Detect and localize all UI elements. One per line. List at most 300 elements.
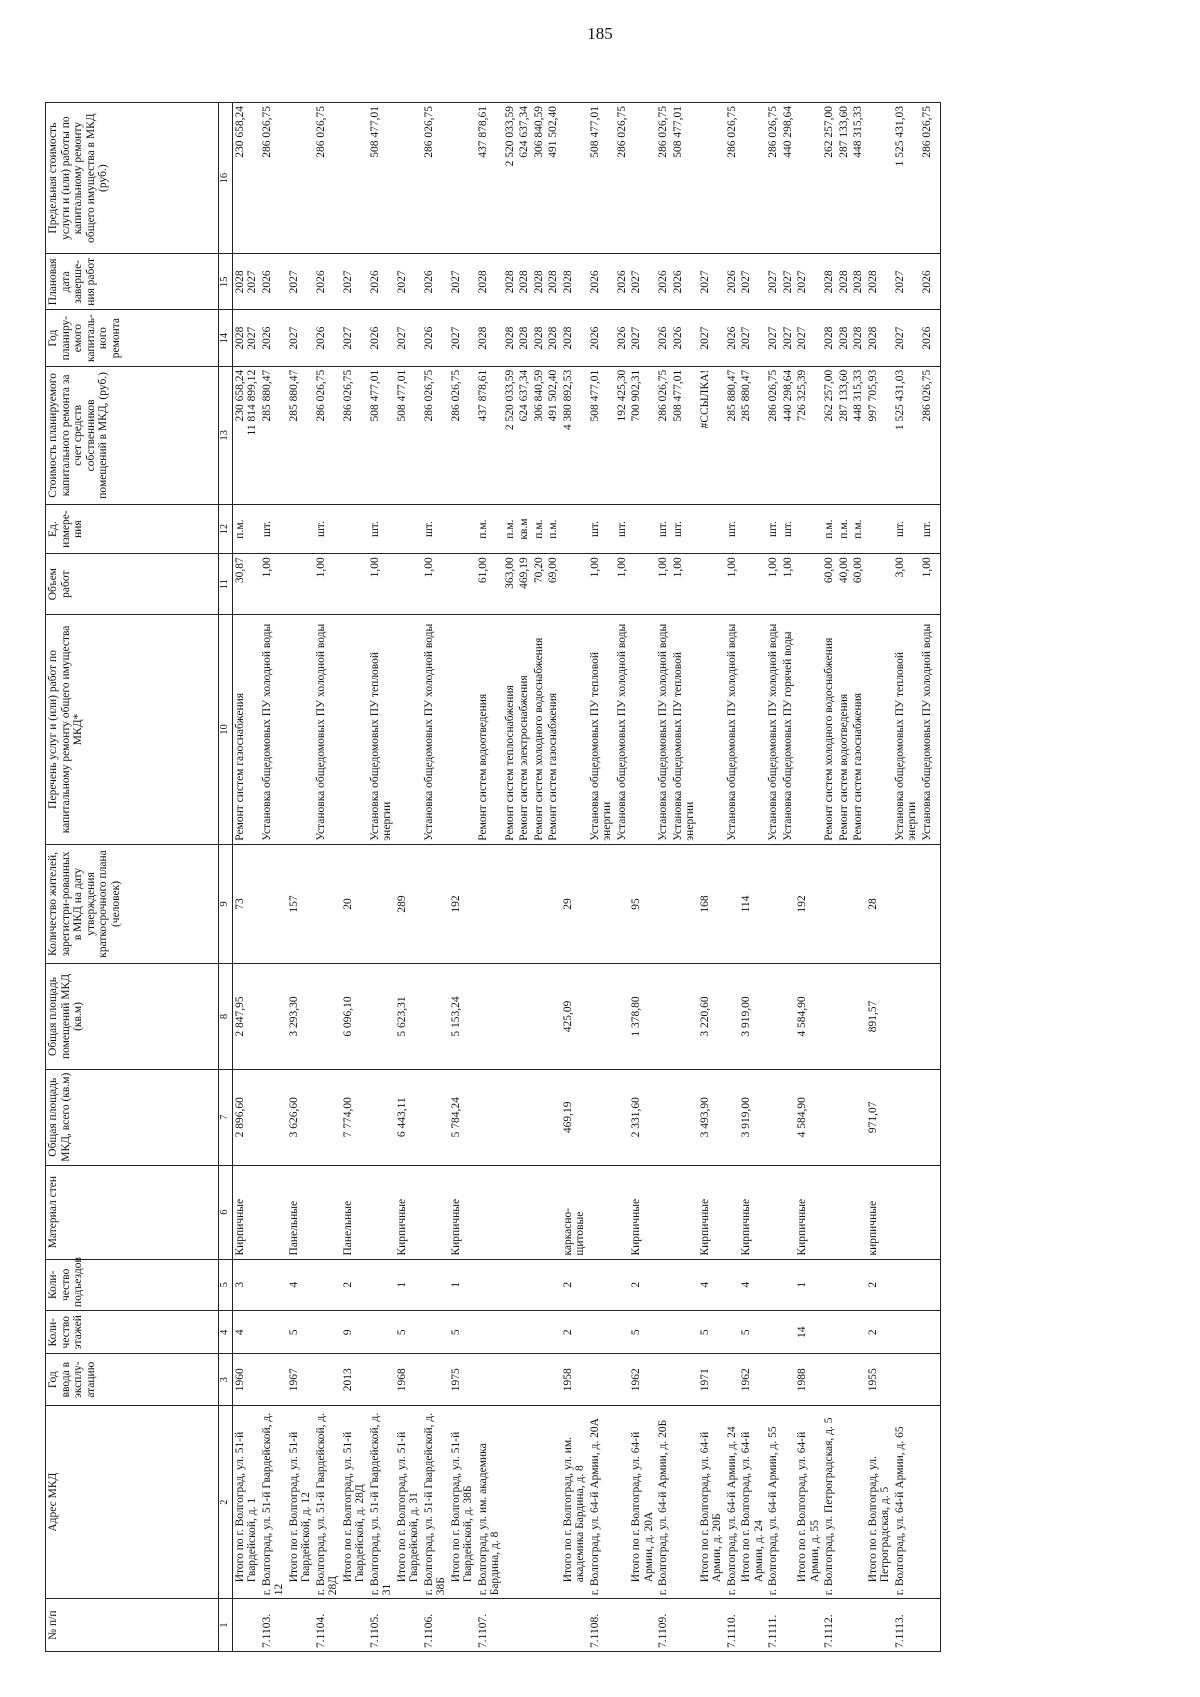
unit-cell: кв.м xyxy=(517,504,532,553)
table-row xyxy=(698,103,725,1652)
floors-cell xyxy=(422,1311,449,1354)
row-number-cell: 7.1110. xyxy=(725,1599,740,1652)
header-cell: Год планиру-емого капиталь-ного ремонта xyxy=(46,310,219,366)
year-built-cell: 1960 xyxy=(232,1354,260,1406)
filler-cell xyxy=(934,1311,940,1354)
column-number: 3 xyxy=(219,1354,233,1406)
column-number: 11 xyxy=(219,554,233,615)
work-type-cell xyxy=(866,615,893,845)
completion-date-cell: 2026 xyxy=(725,254,740,310)
address-cell: г. Волгоград, ул. 51-й Гвардейской, д. 38Б xyxy=(422,1405,449,1598)
year-built-cell: 1971 xyxy=(698,1354,725,1406)
completion-date-cell: 2026 xyxy=(314,254,341,310)
repair-year-cell: 2026 xyxy=(615,310,630,366)
total-area-cell xyxy=(260,1069,287,1165)
unit-cell: п.м. xyxy=(532,504,547,553)
repair-cost-cell: 2 520 033,59 xyxy=(503,366,518,504)
unit-cell xyxy=(629,504,656,553)
address-cell xyxy=(851,1405,866,1598)
header-cell: № п/п xyxy=(46,1599,219,1652)
total-area-cell: 5 784,24 xyxy=(449,1069,476,1165)
premises-area-cell: 3 919,00 xyxy=(739,964,766,1069)
column-number: 12 xyxy=(219,504,233,553)
filler-cell xyxy=(934,103,940,254)
repair-cost-cell: 286 026,75 xyxy=(656,366,671,504)
row-number-cell: 7.1107. xyxy=(476,1599,503,1652)
column-number: 4 xyxy=(219,1311,233,1354)
total-area-cell xyxy=(781,1069,796,1165)
max-cost-cell: 508 477,01 xyxy=(368,103,395,254)
premises-area-cell xyxy=(851,964,866,1069)
repair-cost-cell: 508 477,01 xyxy=(671,366,698,504)
wall-material-cell: Панельные xyxy=(341,1165,368,1259)
header-cell: Коли-чество этажей xyxy=(46,1311,219,1354)
work-volume-cell: 1,00 xyxy=(615,554,630,615)
column-number: 1 xyxy=(219,1599,233,1652)
premises-area-cell xyxy=(314,964,341,1069)
column-number: 10 xyxy=(219,615,233,845)
unit-cell: шт. xyxy=(314,504,341,553)
floors-cell: 5 xyxy=(698,1311,725,1354)
rotated-page xyxy=(0,72,1140,1697)
repair-cost-cell: 285 880,47 xyxy=(739,366,766,504)
total-area-cell xyxy=(766,1069,781,1165)
completion-date-cell: 2028 xyxy=(503,254,518,310)
residents-cell xyxy=(314,844,341,964)
repair-cost-cell: 285 880,47 xyxy=(287,366,314,504)
repair-year-cell: 2026 xyxy=(725,310,740,366)
total-area-cell xyxy=(532,1069,547,1165)
residents-cell: 192 xyxy=(449,844,476,964)
table-row xyxy=(517,103,532,1652)
total-area-cell xyxy=(368,1069,395,1165)
max-cost-cell: 286 026,75 xyxy=(725,103,740,254)
year-built-cell xyxy=(476,1354,503,1406)
max-cost-cell: 286 026,75 xyxy=(920,103,935,254)
premises-area-cell: 2 847,95 xyxy=(232,964,260,1069)
work-type-cell: Ремонт систем электроснабжения xyxy=(517,615,532,845)
repair-cost-cell: 997 705,93 xyxy=(866,366,893,504)
table-row xyxy=(546,103,561,1652)
entrances-cell xyxy=(422,1259,449,1311)
repair-cost-cell: 448 315,33 xyxy=(851,366,866,504)
premises-area-cell: 5 153,24 xyxy=(449,964,476,1069)
unit-cell xyxy=(449,504,476,553)
completion-date-cell: 2027 xyxy=(341,254,368,310)
entrances-cell: 2 xyxy=(341,1259,368,1311)
repair-year-cell: 2028 xyxy=(851,310,866,366)
repair-year-cell: 2027 xyxy=(795,310,822,366)
unit-cell xyxy=(341,504,368,553)
table-body xyxy=(232,103,940,1652)
address-cell: г. Волгоград, ул. Петроградская, д. 5 xyxy=(822,1405,837,1598)
repair-year-cell: 2028 xyxy=(532,310,547,366)
max-cost-cell xyxy=(795,103,822,254)
completion-date-cell: 2027 xyxy=(287,254,314,310)
row-number-cell xyxy=(698,1599,725,1652)
year-built-cell xyxy=(671,1354,698,1406)
max-cost-cell: 440 298,64 xyxy=(781,103,796,254)
repair-cost-cell: 286 026,75 xyxy=(422,366,449,504)
header-cell: Плановая дата заверше-ния работ xyxy=(46,254,219,310)
entrances-cell xyxy=(920,1259,935,1311)
work-volume-cell: 1,00 xyxy=(260,554,287,615)
row-number-cell xyxy=(781,1599,796,1652)
unit-cell xyxy=(395,504,422,553)
repair-year-cell: 2028 xyxy=(561,310,588,366)
premises-area-cell xyxy=(503,964,518,1069)
premises-area-cell: 3 220,60 xyxy=(698,964,725,1069)
unit-cell: шт. xyxy=(893,504,920,553)
header-cell: Общая площадь помещений МКД (кв.м) xyxy=(46,964,219,1069)
wall-material-cell: каркасно-щитовые xyxy=(561,1165,588,1259)
total-area-cell xyxy=(893,1069,920,1165)
completion-date-cell: 2028 xyxy=(476,254,503,310)
header-cell: Количество жителей, зарегистри-рованных в МКД на дату утверждения краткосрочного плана (человек) xyxy=(46,844,219,964)
completion-date-cell: 2027 xyxy=(739,254,766,310)
column-number: 2 xyxy=(219,1405,233,1598)
entrances-cell xyxy=(656,1259,671,1311)
premises-area-cell xyxy=(546,964,561,1069)
premises-area-cell xyxy=(671,964,698,1069)
repair-year-cell: 2028 xyxy=(866,310,893,366)
unit-cell: шт. xyxy=(671,504,698,553)
total-area-cell xyxy=(822,1069,837,1165)
max-cost-cell: 1 525 431,03 xyxy=(893,103,920,254)
address-cell: Итого по г. Волгоград, ул. 51-й Гвардейской, д. 12 xyxy=(287,1405,314,1598)
work-volume-cell: 1,00 xyxy=(671,554,698,615)
work-volume-cell: 40,00 xyxy=(837,554,852,615)
repair-cost-cell: 508 477,01 xyxy=(395,366,422,504)
entrances-cell: 2 xyxy=(866,1259,893,1311)
repair-year-cell: 2026 xyxy=(368,310,395,366)
address-cell: г. Волгоград, ул. 51-й Гвардейской, д. 28Д xyxy=(314,1405,341,1598)
work-volume-cell: 60,00 xyxy=(822,554,837,615)
row-number-cell xyxy=(739,1599,766,1652)
completion-date-cell: 2027 xyxy=(395,254,422,310)
work-type-cell: Ремонт систем газоснабжения xyxy=(546,615,561,845)
max-cost-cell: 230 658,24 xyxy=(232,103,260,254)
column-number: 8 xyxy=(219,964,233,1069)
residents-cell xyxy=(422,844,449,964)
row-number-cell xyxy=(837,1599,852,1652)
unit-cell xyxy=(795,504,822,553)
floors-cell: 2 xyxy=(866,1311,893,1354)
floors-cell: 5 xyxy=(629,1311,656,1354)
wall-material-cell xyxy=(422,1165,449,1259)
work-volume-cell: 1,00 xyxy=(422,554,449,615)
floors-cell: 5 xyxy=(739,1311,766,1354)
max-cost-cell: 286 026,75 xyxy=(314,103,341,254)
entrances-cell: 1 xyxy=(449,1259,476,1311)
residents-cell xyxy=(893,844,920,964)
table-row xyxy=(314,103,341,1652)
work-type-cell xyxy=(795,615,822,845)
residents-cell: 95 xyxy=(629,844,656,964)
work-volume-cell: 1,00 xyxy=(588,554,615,615)
unit-cell: п.м. xyxy=(546,504,561,553)
floors-cell xyxy=(837,1311,852,1354)
wall-material-cell xyxy=(314,1165,341,1259)
repair-year-cell: 2026 xyxy=(260,310,287,366)
unit-cell: шт. xyxy=(766,504,781,553)
year-built-cell: 1955 xyxy=(866,1354,893,1406)
filler-cell xyxy=(934,615,940,845)
repair-year-cell: 2027 xyxy=(739,310,766,366)
wall-material-cell xyxy=(517,1165,532,1259)
repair-cost-cell: 306 840,59 xyxy=(532,366,547,504)
work-type-cell: Ремонт систем теплоснабжения xyxy=(503,615,518,845)
max-cost-cell xyxy=(449,103,476,254)
table-row xyxy=(781,103,796,1652)
table-row xyxy=(287,103,314,1652)
work-volume-cell: 69,00 xyxy=(546,554,561,615)
row-number-cell: 7.1109. xyxy=(656,1599,671,1652)
total-area-cell xyxy=(920,1069,935,1165)
repair-cost-cell: 700 902,31 xyxy=(629,366,656,504)
unit-cell xyxy=(739,504,766,553)
repair-cost-cell: 286 026,75 xyxy=(449,366,476,504)
repair-cost-cell: 508 477,01 xyxy=(588,366,615,504)
premises-area-cell xyxy=(656,964,671,1069)
repair-cost-cell: 286 026,75 xyxy=(314,366,341,504)
repair-year-cell: 2026 xyxy=(314,310,341,366)
filler-cell xyxy=(934,1165,940,1259)
entrances-cell: 2 xyxy=(629,1259,656,1311)
entrances-cell xyxy=(725,1259,740,1311)
work-type-cell xyxy=(341,615,368,845)
premises-area-cell: 3 293,30 xyxy=(287,964,314,1069)
filler-cell xyxy=(934,1259,940,1311)
wall-material-cell xyxy=(368,1165,395,1259)
residents-cell: 192 xyxy=(795,844,822,964)
residents-cell: 20 xyxy=(341,844,368,964)
repair-year-cell: 2027 xyxy=(395,310,422,366)
max-cost-cell: 491 502,40 xyxy=(546,103,561,254)
table-row xyxy=(725,103,740,1652)
column-number: 15 xyxy=(219,254,233,310)
floors-cell xyxy=(671,1311,698,1354)
row-number-cell: 7.1106. xyxy=(422,1599,449,1652)
entrances-cell xyxy=(781,1259,796,1311)
residents-cell xyxy=(368,844,395,964)
row-number-cell xyxy=(341,1599,368,1652)
residents-cell xyxy=(766,844,781,964)
column-number: 14 xyxy=(219,310,233,366)
repair-cost-cell: 726 325,39 xyxy=(795,366,822,504)
row-number-cell xyxy=(532,1599,547,1652)
unit-cell: шт. xyxy=(588,504,615,553)
row-number-cell xyxy=(629,1599,656,1652)
header-cell: Общая площадь МКД, всего (кв.м) xyxy=(46,1069,219,1165)
table-row xyxy=(837,103,852,1652)
max-cost-cell xyxy=(287,103,314,254)
premises-area-cell xyxy=(725,964,740,1069)
header-cell: Коли-чество подъездов xyxy=(46,1259,219,1311)
max-cost-cell: 286 026,75 xyxy=(260,103,287,254)
unit-cell: шт. xyxy=(260,504,287,553)
residents-cell xyxy=(517,844,532,964)
header-cell: Адрес МКД xyxy=(46,1405,219,1598)
row-number-cell xyxy=(287,1599,314,1652)
total-area-cell xyxy=(837,1069,852,1165)
completion-date-cell: 2027 xyxy=(766,254,781,310)
floors-cell xyxy=(781,1311,796,1354)
max-cost-cell xyxy=(341,103,368,254)
table-row xyxy=(395,103,422,1652)
max-cost-cell: 286 026,75 xyxy=(615,103,630,254)
wall-material-cell xyxy=(656,1165,671,1259)
table-row xyxy=(561,103,588,1652)
table-row xyxy=(920,103,935,1652)
premises-area-cell: 6 096,10 xyxy=(341,964,368,1069)
work-type-cell: Установка общедомовых ПУ холодной воды xyxy=(920,615,935,845)
work-type-cell xyxy=(739,615,766,845)
wall-material-cell xyxy=(725,1165,740,1259)
max-cost-cell: 448 315,33 xyxy=(851,103,866,254)
completion-date-cell: 2027 xyxy=(893,254,920,310)
filler-cell xyxy=(934,504,940,553)
work-volume-cell xyxy=(449,554,476,615)
completion-date-cell: 2028 xyxy=(866,254,893,310)
wall-material-cell xyxy=(822,1165,837,1259)
entrances-cell: 4 xyxy=(698,1259,725,1311)
repair-cost-cell: 508 477,01 xyxy=(368,366,395,504)
wall-material-cell: Кирпичные xyxy=(449,1165,476,1259)
floors-cell: 9 xyxy=(341,1311,368,1354)
floors-cell: 5 xyxy=(287,1311,314,1354)
floors-cell xyxy=(546,1311,561,1354)
table-row xyxy=(866,103,893,1652)
wall-material-cell: Кирпичные xyxy=(629,1165,656,1259)
completion-date-cell: 2026 xyxy=(368,254,395,310)
work-type-cell: Установка общедомовых ПУ тепловой энергии xyxy=(671,615,698,845)
repair-year-cell: 2026 xyxy=(656,310,671,366)
premises-area-cell xyxy=(837,964,852,1069)
entrances-cell: 1 xyxy=(795,1259,822,1311)
unit-cell xyxy=(561,504,588,553)
year-built-cell: 1968 xyxy=(395,1354,422,1406)
table-row xyxy=(341,103,368,1652)
total-area-cell xyxy=(546,1069,561,1165)
row-number-cell: 7.1112. xyxy=(822,1599,837,1652)
repair-year-cell: 2028 2027 xyxy=(232,310,260,366)
row-number-cell xyxy=(851,1599,866,1652)
floors-cell xyxy=(766,1311,781,1354)
premises-area-cell xyxy=(615,964,630,1069)
floors-cell xyxy=(476,1311,503,1354)
row-number-cell: 7.1111. xyxy=(766,1599,781,1652)
residents-cell: 114 xyxy=(739,844,766,964)
completion-date-cell: 2026 xyxy=(671,254,698,310)
premises-area-cell xyxy=(532,964,547,1069)
work-volume-cell: 1,00 xyxy=(368,554,395,615)
year-built-cell xyxy=(546,1354,561,1406)
row-number-cell xyxy=(395,1599,422,1652)
premises-area-cell xyxy=(766,964,781,1069)
floors-cell xyxy=(588,1311,615,1354)
completion-date-cell: 2028 xyxy=(517,254,532,310)
row-number-cell: 7.1103. xyxy=(260,1599,287,1652)
repair-year-cell: 2026 xyxy=(671,310,698,366)
unit-cell xyxy=(866,504,893,553)
table-row xyxy=(656,103,671,1652)
work-type-cell: Установка общедомовых ПУ холодной воды xyxy=(725,615,740,845)
repair-year-cell: 2028 xyxy=(503,310,518,366)
premises-area-cell: 5 623,31 xyxy=(395,964,422,1069)
wall-material-cell: Кирпичные xyxy=(395,1165,422,1259)
entrances-cell xyxy=(588,1259,615,1311)
table-row xyxy=(476,103,503,1652)
repair-cost-cell: 624 637,34 xyxy=(517,366,532,504)
address-cell xyxy=(671,1405,698,1598)
unit-cell: шт. xyxy=(920,504,935,553)
repair-year-cell: 2028 xyxy=(476,310,503,366)
residents-cell xyxy=(260,844,287,964)
max-cost-cell: 286 026,75 xyxy=(656,103,671,254)
repair-cost-cell: 491 502,40 xyxy=(546,366,561,504)
filler-cell xyxy=(934,366,940,504)
work-type-cell: Установка общедомовых ПУ тепловой энергии xyxy=(893,615,920,845)
work-type-cell: Установка общедомовых ПУ холодной воды xyxy=(422,615,449,845)
row-number-cell xyxy=(561,1599,588,1652)
unit-cell: п.м. xyxy=(476,504,503,553)
repair-cost-cell: 262 257,00 xyxy=(822,366,837,504)
year-built-cell xyxy=(920,1354,935,1406)
year-built-cell: 1962 xyxy=(739,1354,766,1406)
entrances-cell xyxy=(837,1259,852,1311)
address-cell xyxy=(837,1405,852,1598)
max-cost-cell xyxy=(866,103,893,254)
completion-date-cell: 2028 xyxy=(837,254,852,310)
year-built-cell xyxy=(822,1354,837,1406)
year-built-cell xyxy=(893,1354,920,1406)
work-type-cell: Установка общедомовых ПУ холодной воды xyxy=(766,615,781,845)
work-volume-cell: 1,00 xyxy=(766,554,781,615)
address-cell: Итого по г. Волгоград, ул. 51-й Гвардейской, д. 28Д xyxy=(341,1405,368,1598)
address-cell: г. Волгоград, ул. им. академика Бардина, д. 8 xyxy=(476,1405,503,1598)
floors-cell xyxy=(822,1311,837,1354)
premises-area-cell: 4 584,90 xyxy=(795,964,822,1069)
residents-cell xyxy=(725,844,740,964)
address-cell: г. Волгоград, ул. 64-й Армии, д. 24 xyxy=(725,1405,740,1598)
entrances-cell: 2 xyxy=(561,1259,588,1311)
repair-year-cell: 2028 xyxy=(822,310,837,366)
row-number-cell: 7.1104. xyxy=(314,1599,341,1652)
row-number-cell xyxy=(866,1599,893,1652)
residents-cell xyxy=(671,844,698,964)
residents-cell xyxy=(822,844,837,964)
address-cell xyxy=(546,1405,561,1598)
work-volume-cell: 60,00 xyxy=(851,554,866,615)
premises-area-cell xyxy=(588,964,615,1069)
year-built-cell xyxy=(781,1354,796,1406)
repair-cost-cell: 192 425,30 xyxy=(615,366,630,504)
header-cell: Материал стен xyxy=(46,1165,219,1259)
work-type-cell: Ремонт систем холодного водоснабжения xyxy=(532,615,547,845)
completion-date-cell: 2026 xyxy=(920,254,935,310)
entrances-cell xyxy=(766,1259,781,1311)
residents-cell xyxy=(532,844,547,964)
work-type-cell xyxy=(287,615,314,845)
total-area-cell: 4 584,90 xyxy=(795,1069,822,1165)
repair-cost-cell: 286 026,75 xyxy=(766,366,781,504)
repair-year-cell: 2028 xyxy=(837,310,852,366)
repair-year-cell: 2027 xyxy=(698,310,725,366)
wall-material-cell xyxy=(893,1165,920,1259)
wall-material-cell xyxy=(766,1165,781,1259)
unit-cell: п.м. xyxy=(822,504,837,553)
